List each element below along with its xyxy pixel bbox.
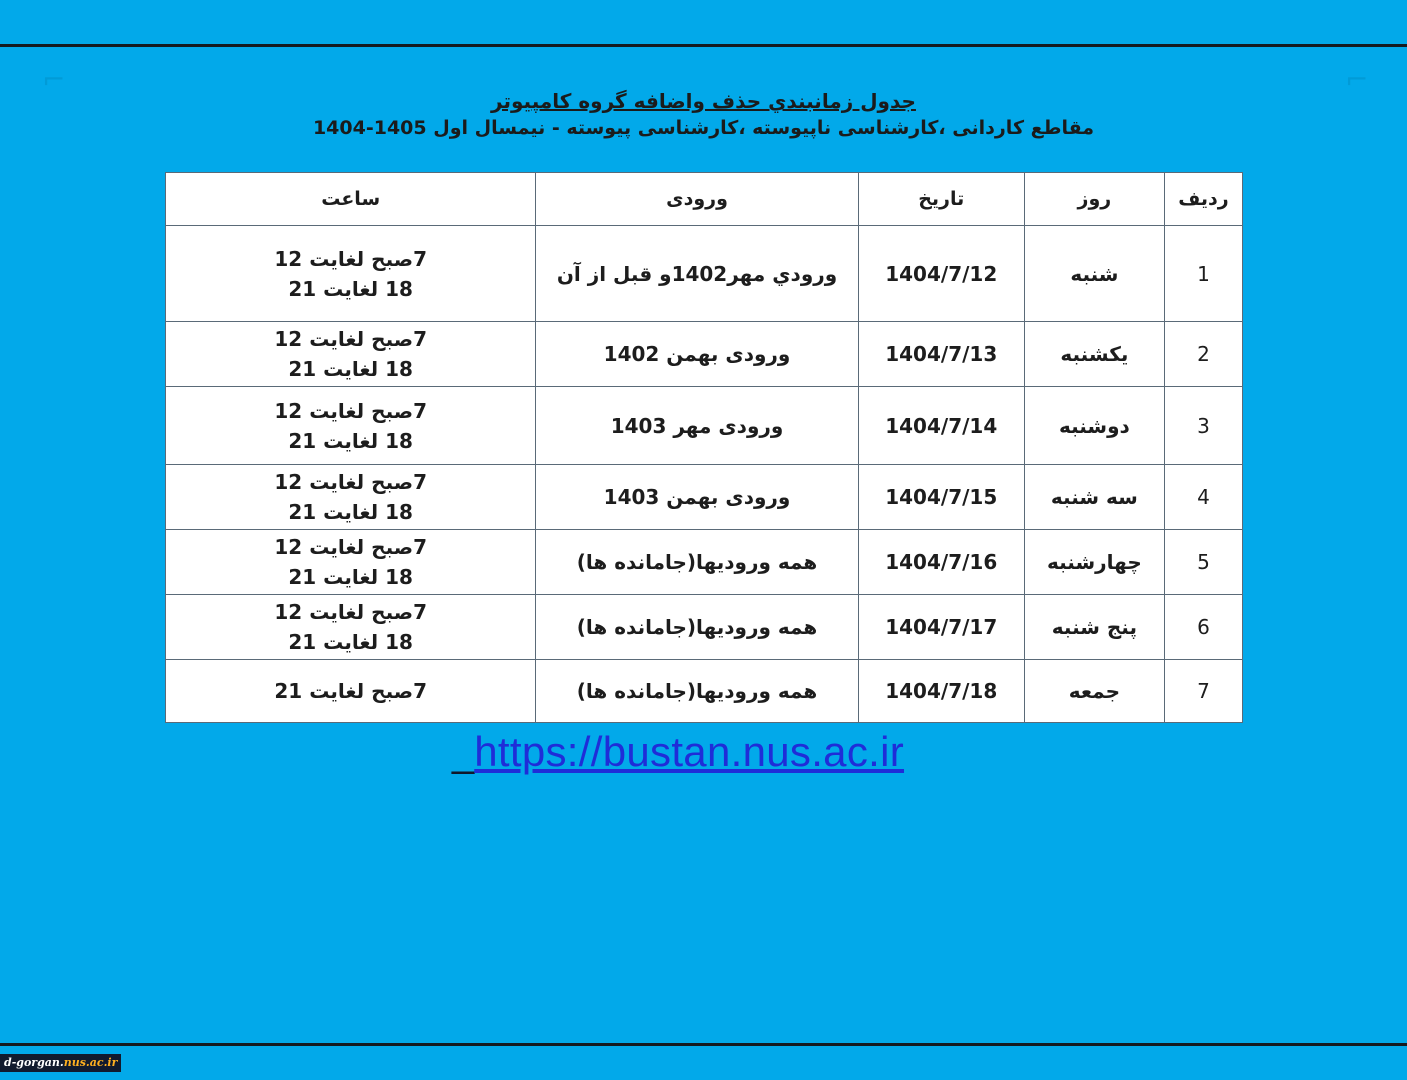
cell-row-number: 2 [1164, 322, 1242, 387]
bustan-link[interactable]: https://bustan.nus.ac.ir [474, 728, 905, 775]
cell-entry: ورودی بهمن 1402 [536, 322, 858, 387]
time-line-1: 7صبح لغایت 21 [274, 679, 427, 703]
header-entry: ورودی [536, 173, 858, 226]
header-date: تاریخ [858, 173, 1024, 226]
time-line-1: 7صبح لغایت 12 [274, 327, 427, 351]
time-line-2: 18 لغایت 21 [288, 500, 413, 524]
time-line-1: 7صبح لغایت 12 [274, 398, 427, 423]
document-heading [0, 88, 1407, 142]
table-row [166, 530, 1243, 595]
cell-row-number: 1 [1164, 226, 1242, 322]
time-line-2: 18 لغایت 21 [288, 357, 413, 381]
cell-time [166, 530, 536, 595]
cell-row-number: 5 [1164, 530, 1242, 595]
table-header-row [166, 173, 1243, 226]
cell-day: دوشنبه [1024, 387, 1164, 465]
document-title: جدول زمانبندي حذف واضافه گروه کامپیوتر [491, 89, 916, 113]
cell-entry: ورودی مهر 1403 [536, 387, 858, 465]
cell-date: 1404/7/18 [858, 660, 1024, 723]
corner-mark-right: ⌐ [1345, 63, 1369, 96]
top-divider [0, 44, 1407, 47]
cell-date: 1404/7/15 [858, 465, 1024, 530]
table-row [166, 595, 1243, 660]
document-subtitle: مقاطع کاردانی ،کارشناسی ناپیوسته ،کارشناسی پیوسته - نیمسال اول 1405-1404 [312, 117, 1095, 139]
cell-row-number: 3 [1164, 387, 1242, 465]
link-container [452, 728, 904, 778]
cell-entry: همه ورودیها(جامانده ها) [536, 660, 858, 723]
watermark-part-2: nus.ac.ir [63, 1056, 118, 1069]
bottom-divider [0, 1043, 1407, 1046]
cell-date: 1404/7/14 [858, 387, 1024, 465]
table-row [166, 387, 1243, 465]
cell-date: 1404/7/17 [858, 595, 1024, 660]
cell-entry: ورودی بهمن 1403 [536, 465, 858, 530]
cell-day: سه شنبه [1024, 465, 1164, 530]
time-line-2: 18 لغایت 21 [288, 565, 413, 589]
cell-time [166, 660, 536, 723]
table-row [166, 226, 1243, 322]
table-row [166, 660, 1243, 723]
site-watermark [0, 1054, 121, 1072]
cell-day: یکشنبه [1024, 322, 1164, 387]
cell-time [166, 322, 536, 387]
cell-time [166, 595, 536, 660]
time-line-1: 7صبح لغایت 12 [274, 535, 427, 559]
corner-mark-left: ⌐ [42, 63, 66, 96]
cell-day: پنج شنبه [1024, 595, 1164, 660]
cell-day: شنبه [1024, 226, 1164, 322]
schedule-table [165, 172, 1243, 723]
cell-date: 1404/7/12 [858, 226, 1024, 322]
cell-time [166, 226, 536, 322]
cell-date: 1404/7/13 [858, 322, 1024, 387]
time-line-1: 7صبح لغایت 12 [274, 246, 427, 271]
cell-entry: همه ورودیها(جامانده ها) [536, 595, 858, 660]
cell-time [166, 465, 536, 530]
cell-entry: ورودي مهر1402و قبل از آن [536, 226, 858, 322]
cell-time [166, 387, 536, 465]
cell-row-number: 4 [1164, 465, 1242, 530]
cell-row-number: 7 [1164, 660, 1242, 723]
time-line-2: 18 لغایت 21 [288, 428, 413, 453]
cell-date: 1404/7/16 [858, 530, 1024, 595]
header-time: ساعت [166, 173, 536, 226]
header-day: روز [1024, 173, 1164, 226]
time-line-1: 7صبح لغایت 12 [274, 470, 427, 494]
watermark-part-1: d-gorgan. [4, 1056, 64, 1069]
cell-day: جمعه [1024, 660, 1164, 723]
header-row-number: ردیف [1164, 173, 1242, 226]
time-line-2: 18 لغایت 21 [288, 630, 413, 654]
table-row [166, 322, 1243, 387]
cell-day: چهارشنبه [1024, 530, 1164, 595]
time-line-2: 18 لغایت 21 [288, 276, 413, 301]
cell-entry: همه ورودیها(جامانده ها) [536, 530, 858, 595]
table-row [166, 465, 1243, 530]
time-line-1: 7صبح لغایت 12 [274, 600, 427, 624]
link-prefix: _ [452, 731, 475, 775]
cell-row-number: 6 [1164, 595, 1242, 660]
